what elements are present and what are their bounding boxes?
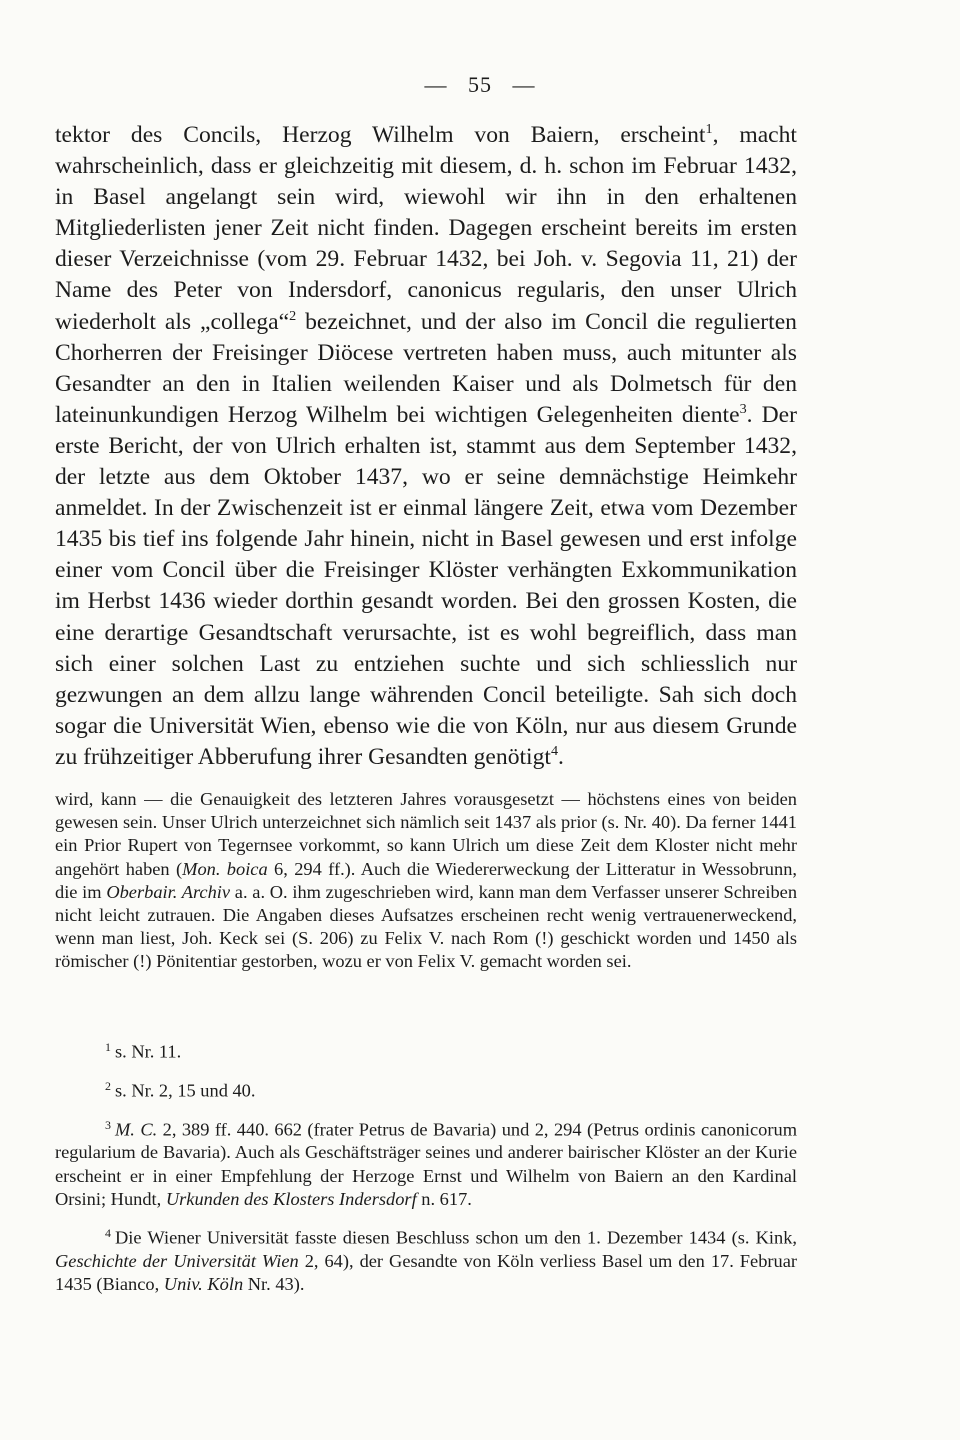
continued-note-citation: Mon. boica <box>182 858 268 879</box>
footnote-2 <box>55 1075 797 1103</box>
continued-note-text: 6, 294 ff.). Auch die Wiedererweckung der Litteratur in Wessobrunn, die im <box>55 858 797 902</box>
footnote-text: 2, 389 ff. 440. 662 (frater Petrus de Bavaria) und 2, 294 (Petrus ordinis canonicorum regularium de Bavaria). Auch als Geschäftsträger seines und anderer bairischer Klöster an der Kurie erscheint er in einer Empfehlung der Herzoge Ernst und Wilhelm von Baiern an den Kardinal Orsini; Hundt, <box>55 1119 797 1209</box>
footnote-text: s. Nr. 11. <box>114 1041 182 1062</box>
continued-note-text: a. a. O. ihm zugeschrieben wird, kann man dem Verfasser unserer Schreiben nicht leicht zutrauen. Die Angaben dieses Aufsatzes erscheinen recht wenig vertrauenerweckend, wenn man liest, Joh. Keck sei (S. 206) zu Felix V. nach Rom (!) geschickt worden und 1450 als römischer (!) Pönitentiar gestorben, wozu er von Felix V. gemacht worden sei. <box>55 881 798 972</box>
footnote-text: n. 617. <box>416 1188 472 1209</box>
footnote-citation: Univ. Köln <box>163 1273 244 1294</box>
page-header <box>0 72 960 98</box>
main-text-segment: . Der erste Bericht, der von Ulrich erhalten ist, stammt aus dem September 1432, der letzte aus dem Oktober 1437, wo er seine demnächstige Heimkehr anmeldet. In der Zwischenzeit ist er einmal längere Zeit, etwa vom Dezember 1435 bis tief ins folgende Jahr hinein, nicht in Basel gewesen und erst infolge einer vom Concil über die Freisinger Klöster verhängten Exkommunikation im Herbst 1436 wieder dorthin gesandt worden. Bei den grossen Kosten, die eine derartige Gesandtschaft verursachte, ist es wohl begreiflich, dass man sich einer solchen Last zu entziehen suchte und sich schliesslich nur gezwungen an dem allzu lange währenden Concil beteiligte. Sah sich doch sogar die Universität Wien, ebenso wie die von Köln, nur aus diesem Grunde zu frühzeitiger Abberufung ihrer Gesandten genötigt <box>55 401 797 770</box>
footnote-1 <box>55 1036 797 1064</box>
page-number: 55 <box>468 72 492 97</box>
main-text-segment: tektor des Concils, Herzog Wilhelm von Baiern, erscheint <box>55 122 706 148</box>
footnote-4 <box>55 1222 797 1296</box>
footnote-number: 1 <box>105 1040 111 1054</box>
continued-note-citation: Oberbair. Archiv <box>106 881 231 902</box>
footnote-marker-1: 1 <box>705 121 713 138</box>
footnote-3 <box>55 1114 797 1211</box>
footnote-citation: Urkunden des Klosters Indersdorf <box>165 1188 417 1209</box>
footnote-text: 2, 64), der Gesandte von Köln verliess Basel um den 17. Februar 1435 (Bianco, <box>55 1250 798 1294</box>
main-text-segment: bezeichnet, und der also im Concil die regulierten Chorherren der Freisinger Diöcese vertreten haben muss, auch mitunter als Gesandter an den in Italien weilenden Kaiser und als Dolmetsch für den lateinunkundigen Herzog Wilhelm bei wichtigen Gelegenheiten diente <box>55 308 797 428</box>
footnote-number: 3 <box>105 1117 111 1132</box>
footnotes-section <box>55 1036 797 1307</box>
footnote-citation: Geschichte der Universität Wien <box>55 1250 299 1271</box>
footnote-number: 4 <box>105 1225 111 1240</box>
footnote-text: Die Wiener Universität fasste diesen Beschluss schon um den 1. Dezember 1434 (s. Kink, <box>114 1227 797 1248</box>
footnote-marker-3: 3 <box>739 400 747 417</box>
continued-footnote <box>55 788 797 974</box>
main-text-segment: , macht wahrscheinlich, dass er gleichzeitig mit diesem, d. h. schon im Februar 1432, in Basel angelangt sein wird, wiewohl wir ihn in den erhaltenen Mitgliederlisten jener Zeit nicht finden. Dagegen erscheint bereits im ersten dieser Verzeichnisse (vom 29. Februar 1432, bei Joh. v. Segovia 11, 21) der Name des Peter von Indersdorf, canonicus regularis, den unser Ulrich wiederholt als „collega“ <box>55 122 797 335</box>
continued-note-text: wird, kann — die Genauigkeit des letzteren Jahres vorausgesetzt — höchstens eines von beiden gewesen sein. Unser Ulrich unterzeichnet sich nämlich seit 1437 als prior (s. Nr. 40). Da ferner 1441 ein Prior Rupert von Tegernsee vorkommt, so kann Ulrich um diese Zeit dem Kloster nicht mehr angehört haben ( <box>55 789 797 879</box>
main-body-paragraph <box>55 120 797 773</box>
footnote-marker-4: 4 <box>550 743 559 760</box>
main-text-segment: . <box>558 743 564 770</box>
footnote-number: 2 <box>105 1078 111 1093</box>
header-dash-left: — <box>424 72 448 97</box>
footnote-text: Nr. 43). <box>243 1273 305 1294</box>
footnote-citation: M. C. <box>114 1119 158 1140</box>
footnote-text: s. Nr. 2, 15 und 40. <box>114 1080 256 1101</box>
footnote-marker-2: 2 <box>289 307 297 324</box>
header-dash-right: — <box>512 72 536 97</box>
